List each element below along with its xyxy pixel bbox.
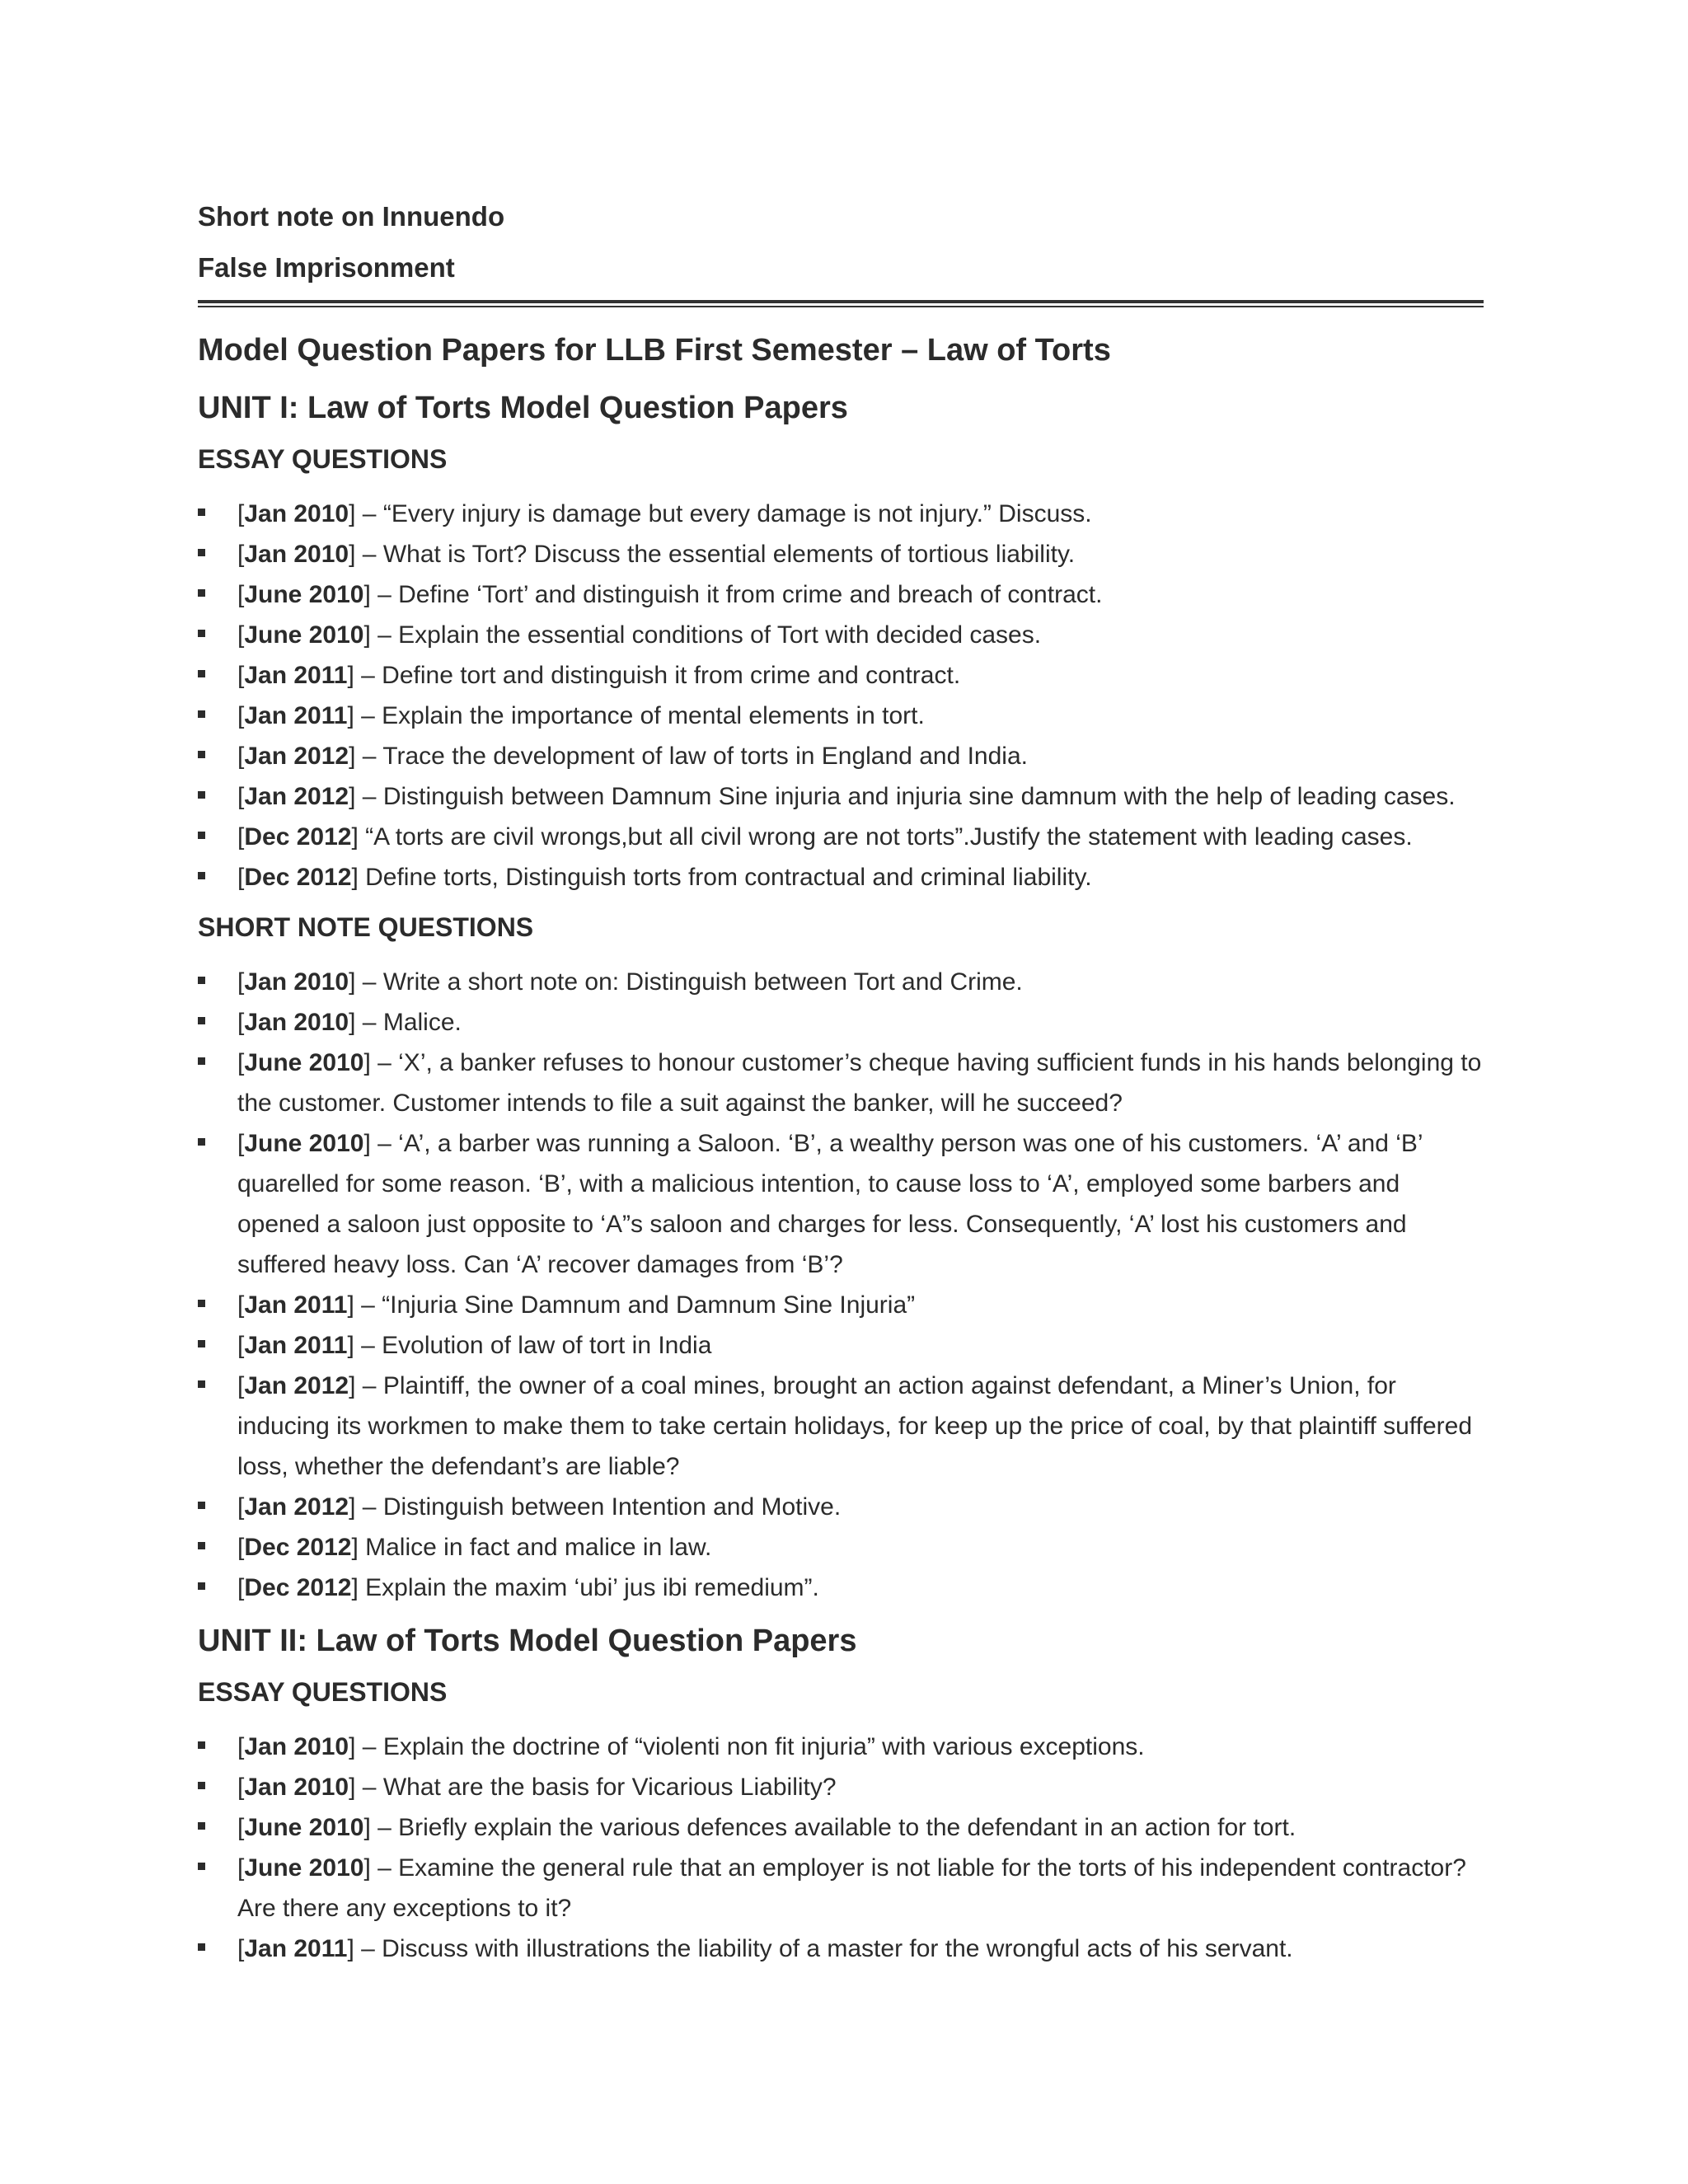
question-date: Jan 2012 xyxy=(244,1372,349,1399)
question-text: Distinguish between Damnum Sine injuria and injuria sine damnum with the help of leading cases. xyxy=(382,783,1456,810)
square-bullet-icon xyxy=(198,1340,205,1347)
square-bullet-icon xyxy=(198,1741,205,1749)
top-note-innuendo: Short note on Innuendo xyxy=(198,201,505,232)
question-separator: ] xyxy=(351,823,366,851)
question-item: [Jan 2010] – Malice. xyxy=(198,1002,1484,1043)
question-separator: ] – xyxy=(349,500,383,527)
question-date: Jan 2010 xyxy=(244,541,349,568)
square-bullet-icon xyxy=(198,1017,205,1024)
question-date: Jan 2011 xyxy=(244,1291,348,1319)
question-separator: ] – xyxy=(347,1291,382,1319)
question-item: [Jan 2012] – Trace the development of law of torts in England and India. xyxy=(198,736,1484,776)
section-heading: ESSAY QUESTIONS xyxy=(198,1677,448,1707)
question-text: “Injuria Sine Damnum and Damnum Sine Injuria” xyxy=(382,1291,916,1319)
question-item: [June 2010] – Define ‘Tort’ and distinguish it from crime and breach of contract. xyxy=(198,574,1484,615)
question-text: Explain the essential conditions of Tort with decided cases. xyxy=(398,621,1042,649)
question-separator: ] – xyxy=(349,1009,383,1036)
question-separator: ] – xyxy=(349,1372,383,1399)
question-separator: ] xyxy=(351,864,366,891)
question-item: [June 2010] – ‘A’, a barber was running a Saloon. ‘B’, a wealthy person was one of his customers. ‘A’ and ‘B’ quarelled for some reason. ‘B’, with a malicious intention, to cause loss to ‘A’, employed some barbers and opened a saloon just opposite to ‘A”s saloon and charges for less. Consequently, ‘A’ lost his customers and suffered heavy loss. Can ‘A’ recover damages from ‘B’? xyxy=(198,1123,1484,1285)
square-bullet-icon xyxy=(198,1300,205,1307)
question-item: [Jan 2012] – Distinguish between Damnum Sine injuria and injuria sine damnum with the help of leading cases. xyxy=(198,776,1484,817)
question-date: Jan 2012 xyxy=(244,743,349,770)
question-item: [Jan 2011] – Evolution of law of tort in India xyxy=(198,1325,1484,1366)
square-bullet-icon xyxy=(198,1822,205,1830)
question-text: Malice in fact and malice in law. xyxy=(365,1534,712,1561)
question-separator: ] – xyxy=(363,1130,399,1157)
question-date: Jan 2010 xyxy=(244,1733,349,1760)
question-text: Malice. xyxy=(382,1009,462,1036)
section-heading: SHORT NOTE QUESTIONS xyxy=(198,912,534,942)
square-bullet-icon xyxy=(198,977,205,984)
question-date: Jan 2012 xyxy=(244,1493,349,1521)
question-item: [June 2010] – ‘X’, a banker refuses to honour customer’s cheque having sufficient funds in his hands belonging to the customer. Customer intends to file a suit against the banker, will he succeed? xyxy=(198,1043,1484,1123)
question-text: Trace the development of law of torts in England and India. xyxy=(382,743,1028,770)
question-date: Dec 2012 xyxy=(244,1534,352,1561)
question-item: [Dec 2012] Define torts, Distinguish torts from contractual and criminal liability. xyxy=(198,857,1484,898)
question-text: What are the basis for Vicarious Liability? xyxy=(382,1774,837,1801)
question-date: June 2010 xyxy=(244,1814,364,1841)
units-container xyxy=(198,387,1484,1969)
question-separator: ] – xyxy=(363,581,399,608)
question-list xyxy=(198,962,1484,1608)
question-separator: ] – xyxy=(349,783,383,810)
question-date: Dec 2012 xyxy=(244,1574,352,1601)
question-date: Jan 2010 xyxy=(244,500,349,527)
question-separator: ] – xyxy=(349,968,383,996)
question-item: [Dec 2012] Explain the maxim ‘ubi’ jus ibi remedium”. xyxy=(198,1568,1484,1608)
document-title: Model Question Papers for LLB First Semester – Law of Torts xyxy=(198,333,1111,368)
question-separator: ] – xyxy=(349,1774,383,1801)
square-bullet-icon xyxy=(198,710,205,718)
question-date: Jan 2010 xyxy=(244,968,349,996)
square-bullet-icon xyxy=(198,832,205,839)
square-bullet-icon xyxy=(198,630,205,637)
square-bullet-icon xyxy=(198,791,205,799)
question-date: Jan 2010 xyxy=(244,1774,349,1801)
question-item: [Jan 2011] – Define tort and distinguish it from crime and contract. xyxy=(198,655,1484,696)
question-text: Define torts, Distinguish torts from contractual and criminal liability. xyxy=(365,864,1092,891)
square-bullet-icon xyxy=(198,1542,205,1549)
question-item: [Jan 2010] – “Every injury is damage but every damage is not injury.” Discuss. xyxy=(198,494,1484,534)
unit-title: UNIT II: Law of Torts Model Question Papers xyxy=(198,1624,857,1658)
question-item: [June 2010] – Explain the essential conditions of Tort with decided cases. xyxy=(198,615,1484,655)
section-heading: ESSAY QUESTIONS xyxy=(198,444,448,474)
question-date: June 2010 xyxy=(244,1854,364,1882)
question-separator: ] – xyxy=(347,702,382,729)
question-item: [Jan 2011] – Explain the importance of mental elements in tort. xyxy=(198,696,1484,736)
question-text: “Every injury is damage but every damage is not injury.” Discuss. xyxy=(382,500,1092,527)
question-item: [Jan 2011] – “Injuria Sine Damnum and Damnum Sine Injuria” xyxy=(198,1285,1484,1325)
question-text: Briefly explain the various defences available to the defendant in an action for tort. xyxy=(398,1814,1296,1841)
question-date: Jan 2011 xyxy=(244,662,348,689)
square-bullet-icon xyxy=(198,589,205,597)
question-text: Evolution of law of tort in India xyxy=(382,1332,712,1359)
question-item: [Jan 2010] – Explain the doctrine of “violenti non fit injuria” with various exceptions. xyxy=(198,1727,1484,1767)
question-item: [Jan 2012] – Plaintiff, the owner of a coal mines, brought an action against defendant, a Miner’s Union, for inducing its workmen to make them to take certain holidays, for keep up the price of coal, by that plaintiff suffered loss, whether the defendant’s are liable? xyxy=(198,1366,1484,1487)
question-separator: ] xyxy=(351,1574,366,1601)
question-text: What is Tort? Discuss the essential elements of tortious liability. xyxy=(382,541,1076,568)
square-bullet-icon xyxy=(198,509,205,516)
question-item: [Jan 2011] – Discuss with illustrations the liability of a master for the wrongful acts of his servant. xyxy=(198,1929,1484,1969)
question-item: [Jan 2010] – Write a short note on: Distinguish between Tort and Crime. xyxy=(198,962,1484,1002)
question-text: Discuss with illustrations the liability of a master for the wrongful acts of his servant. xyxy=(382,1935,1293,1962)
square-bullet-icon xyxy=(198,549,205,556)
question-separator: ] xyxy=(351,1534,366,1561)
square-bullet-icon xyxy=(198,751,205,758)
question-separator: ] – xyxy=(347,1332,382,1359)
question-item: [Jan 2010] – What is Tort? Discuss the essential elements of tortious liability. xyxy=(198,534,1484,574)
question-text: Define tort and distinguish it from crime and contract. xyxy=(382,662,961,689)
question-date: Jan 2011 xyxy=(244,1332,348,1359)
square-bullet-icon xyxy=(198,1380,205,1388)
question-item: [June 2010] – Briefly explain the various defences available to the defendant in an action for tort. xyxy=(198,1807,1484,1848)
question-date: June 2010 xyxy=(244,1049,364,1076)
question-text: Plaintiff, the owner of a coal mines, brought an action against defendant, a Miner’s Union, for inducing its workmen to make them to take certain holidays, for keep up the price of coal, by that plaintiff suffered loss, whether the defendant’s are liable? xyxy=(237,1372,1473,1480)
question-text: ‘X’, a banker refuses to honour customer’s cheque having sufficient funds in his hands belonging to the customer. Customer intends to file a suit against the banker, will he succeed? xyxy=(237,1049,1482,1117)
question-date: Dec 2012 xyxy=(244,823,352,851)
question-list xyxy=(198,494,1484,898)
question-separator: ] – xyxy=(349,743,383,770)
square-bullet-icon xyxy=(198,872,205,879)
question-text: Define ‘Tort’ and distinguish it from crime and breach of contract. xyxy=(398,581,1103,608)
double-divider xyxy=(198,300,1484,307)
top-note-false-imprisonment: False Imprisonment xyxy=(198,252,455,283)
question-date: Jan 2011 xyxy=(244,1935,348,1962)
question-separator: ] – xyxy=(363,1814,399,1841)
question-text: “A torts are civil wrongs,but all civil wrong are not torts”.Justify the statement with leading cases. xyxy=(365,823,1413,851)
question-item: [Dec 2012] “A torts are civil wrongs,but all civil wrong are not torts”.Justify the statement with leading cases. xyxy=(198,817,1484,857)
question-date: June 2010 xyxy=(244,1130,364,1157)
square-bullet-icon xyxy=(198,1782,205,1789)
question-separator: ] – xyxy=(363,1049,399,1076)
question-date: Jan 2010 xyxy=(244,1009,349,1036)
question-text: Distinguish between Intention and Motive. xyxy=(382,1493,842,1521)
question-separator: ] – xyxy=(363,621,399,649)
document-page xyxy=(198,191,1484,1980)
question-separator: ] – xyxy=(349,541,383,568)
question-text: Examine the general rule that an employer is not liable for the torts of his independent contractor? Are there any exceptions to it? xyxy=(237,1854,1466,1922)
square-bullet-icon xyxy=(198,1863,205,1870)
square-bullet-icon xyxy=(198,1502,205,1509)
question-separator: ] – xyxy=(363,1854,399,1882)
square-bullet-icon xyxy=(198,1582,205,1590)
question-date: Dec 2012 xyxy=(244,864,352,891)
square-bullet-icon xyxy=(198,1138,205,1146)
question-item: [June 2010] – Examine the general rule that an employer is not liable for the torts of his independent contractor? Are there any exceptions to it? xyxy=(198,1848,1484,1929)
square-bullet-icon xyxy=(198,1943,205,1951)
question-text: Write a short note on: Distinguish between Tort and Crime. xyxy=(382,968,1023,996)
question-text: ‘A’, a barber was running a Saloon. ‘B’, a wealthy person was one of his customers. ‘A’ and ‘B’ quarelled for some reason. ‘B’, with a malicious intention, to cause loss to ‘A’, employed some barbers and opened a saloon just opposite to ‘A”s saloon and charges for less. Consequently, ‘A’ lost his customers and suffered heavy loss. Can ‘A’ recover damages from ‘B’? xyxy=(237,1130,1423,1278)
question-item: [Jan 2010] – What are the basis for Vicarious Liability? xyxy=(198,1767,1484,1807)
question-separator: ] – xyxy=(347,1935,382,1962)
question-date: June 2010 xyxy=(244,581,364,608)
question-text: Explain the maxim ‘ubi’ jus ibi remedium”. xyxy=(365,1574,819,1601)
question-separator: ] – xyxy=(347,662,382,689)
question-date: Jan 2011 xyxy=(244,702,348,729)
square-bullet-icon xyxy=(198,670,205,677)
question-text: Explain the importance of mental elements in tort. xyxy=(382,702,925,729)
question-text: Explain the doctrine of “violenti non fit injuria” with various exceptions. xyxy=(382,1733,1145,1760)
question-list xyxy=(198,1727,1484,1969)
question-separator: ] – xyxy=(349,1493,383,1521)
question-date: Jan 2012 xyxy=(244,783,349,810)
unit-title: UNIT I: Law of Torts Model Question Papers xyxy=(198,391,848,425)
square-bullet-icon xyxy=(198,1057,205,1065)
question-date: June 2010 xyxy=(244,621,364,649)
question-separator: ] – xyxy=(349,1733,383,1760)
question-item: [Jan 2012] – Distinguish between Intention and Motive. xyxy=(198,1487,1484,1527)
question-item: [Dec 2012] Malice in fact and malice in law. xyxy=(198,1527,1484,1568)
